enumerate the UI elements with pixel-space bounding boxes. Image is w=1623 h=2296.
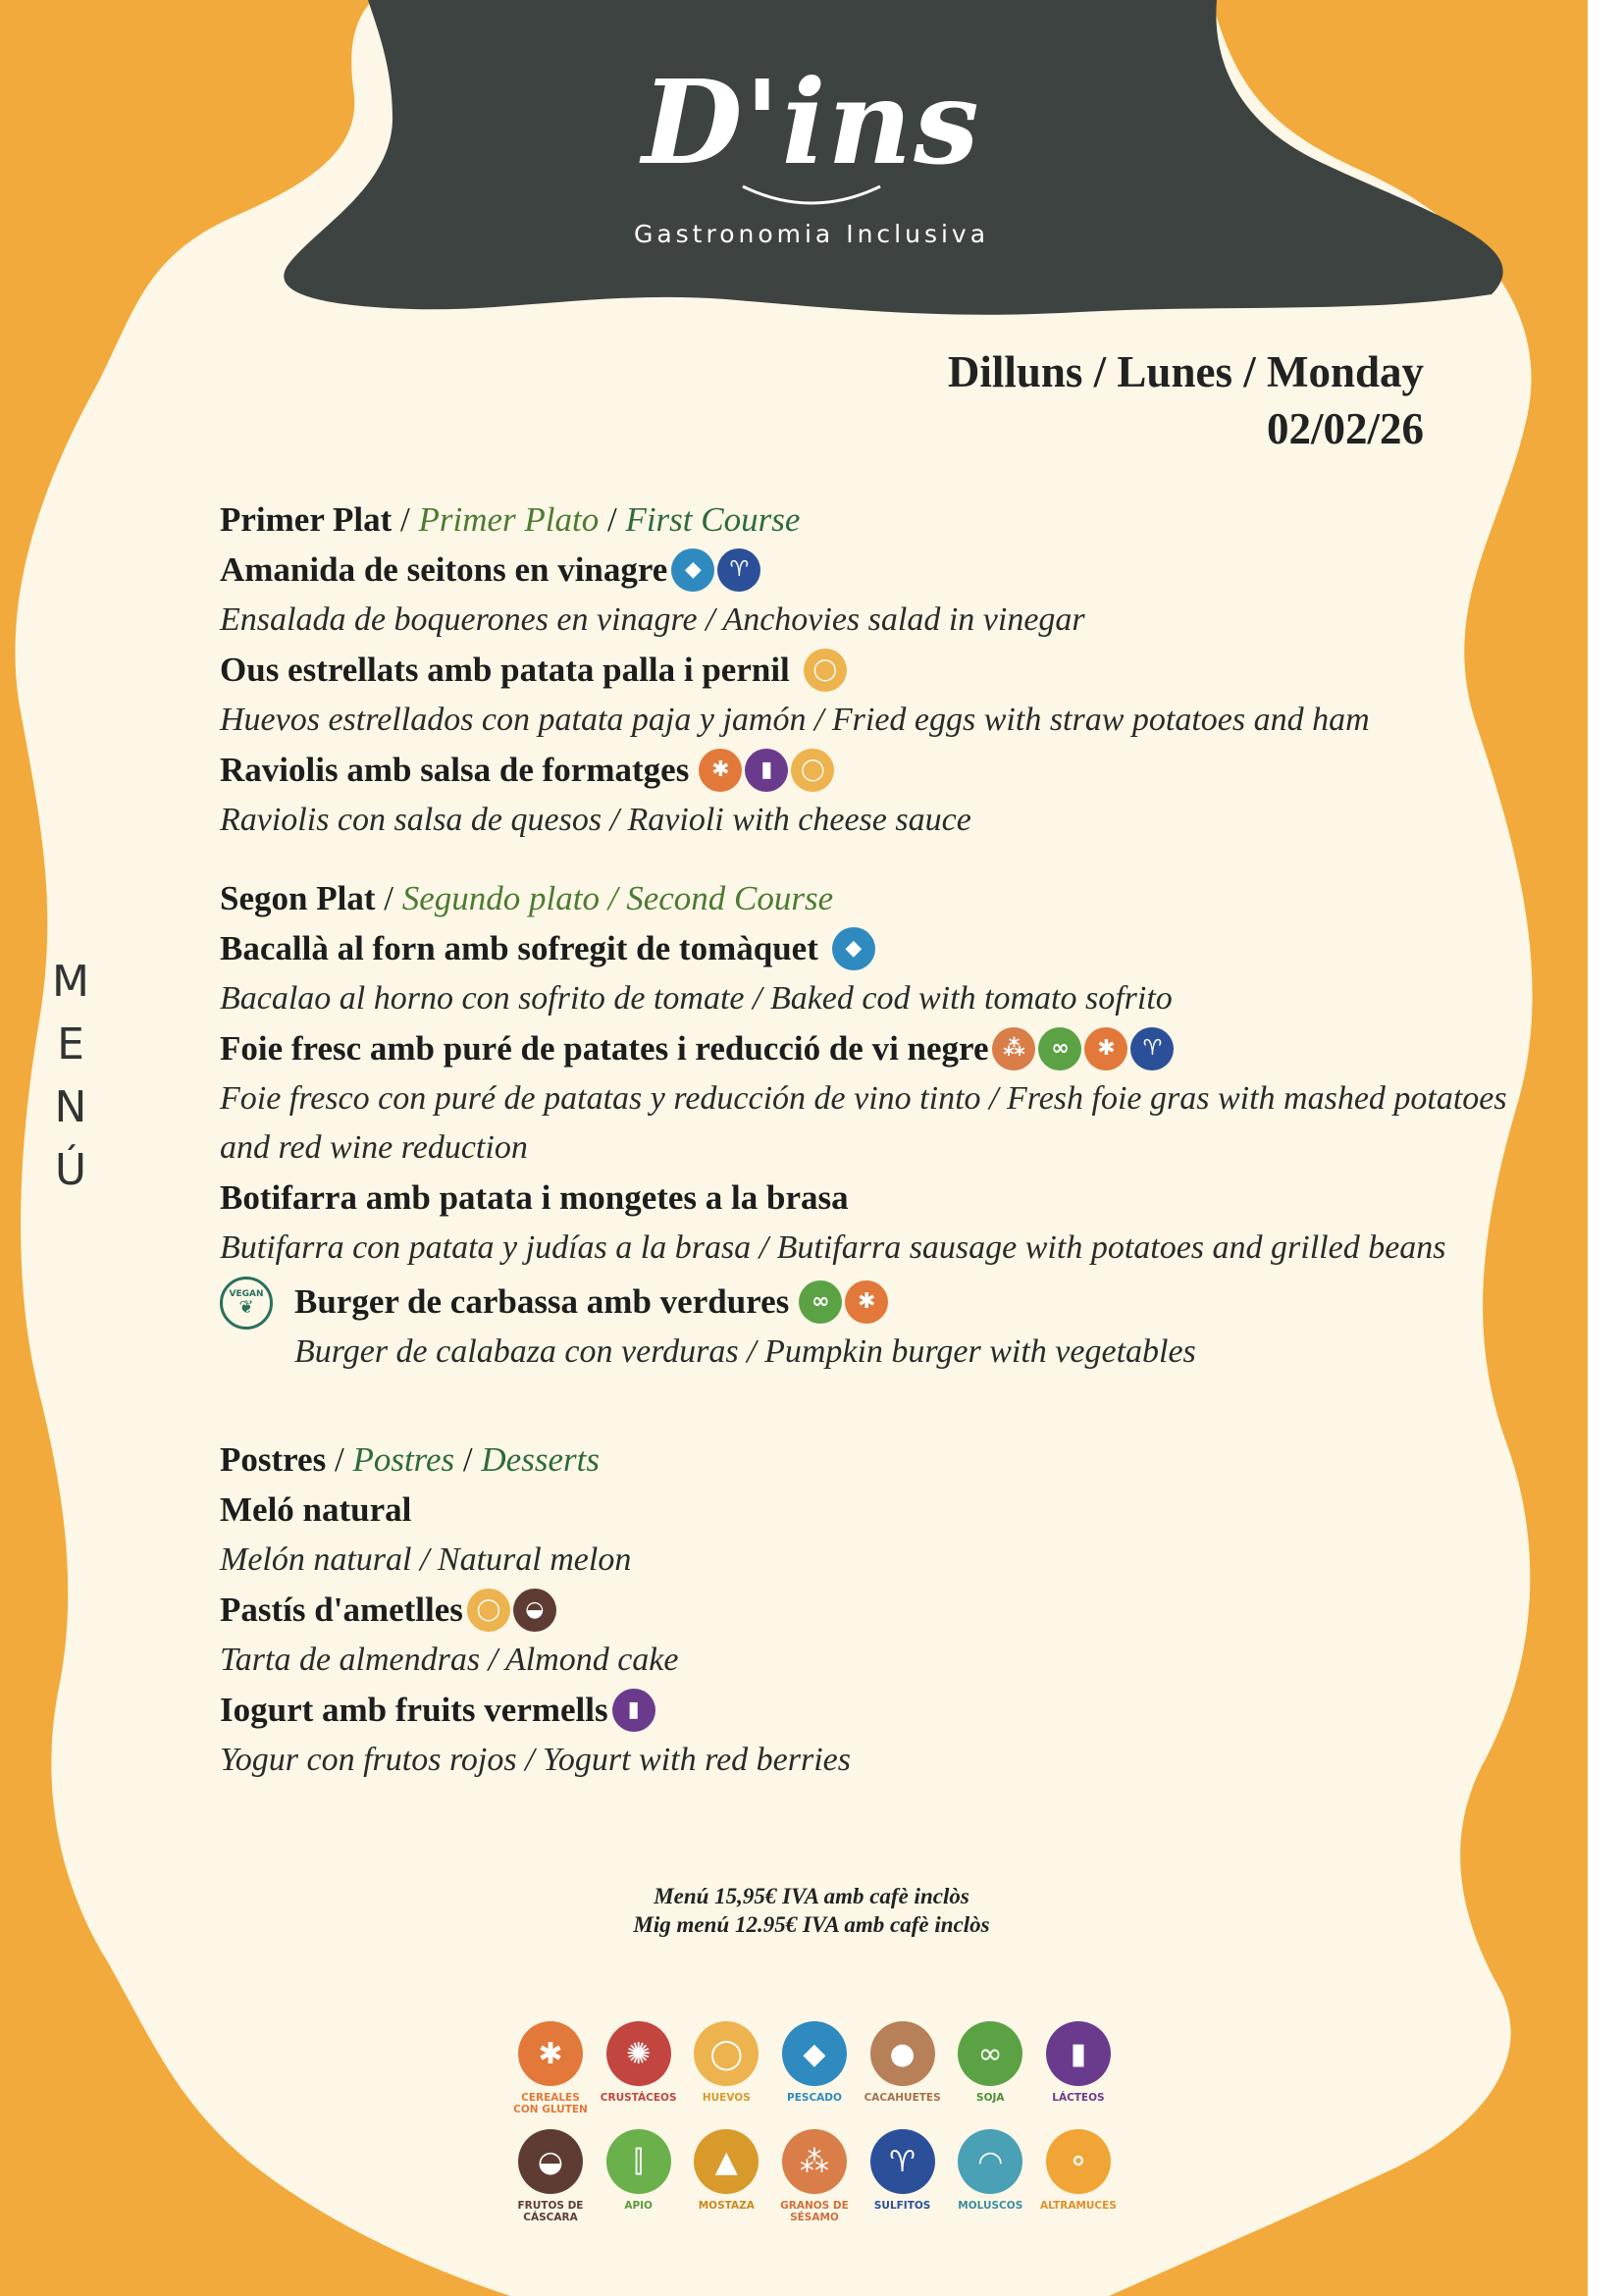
allergen-list	[699, 749, 837, 792]
mustard-icon: ▲	[694, 2129, 759, 2194]
wheat-icon: ✱	[1084, 1027, 1127, 1070]
side-letter: N	[54, 1082, 87, 1132]
legend-label: ALTRAMUCES	[1040, 2200, 1117, 2212]
allergen-list	[832, 927, 878, 970]
nut-icon: ◒	[518, 2129, 583, 2194]
side-menu-label	[49, 957, 92, 1208]
legend-item-pescado	[774, 2021, 855, 2115]
menu-date-value: 02/02/26	[1266, 404, 1424, 453]
legend-label: LÁCTEOS	[1052, 2092, 1105, 2104]
legend-label: MOSTAZA	[698, 2200, 755, 2212]
legend-label: MOLUSCOS	[958, 2200, 1023, 2212]
course-title-es: Segundo plato	[401, 879, 600, 917]
course-title-en: First Course	[625, 500, 801, 539]
course-title-es: Primer Plato	[418, 500, 600, 539]
wine-glass-icon: ♈	[1130, 1027, 1174, 1070]
legend-label: HUEVOS	[702, 2092, 751, 2104]
dish-description: Melón natural / Natural melon	[220, 1541, 632, 1578]
soy-icon: ∞	[1038, 1027, 1081, 1070]
price-half-menu: Mig menú 12.95€ IVA amb cafè inclòs	[633, 1912, 990, 1937]
allergen-legend	[510, 2021, 1119, 2223]
legend-label: CEREALES CON GLUTEN	[513, 2092, 588, 2115]
dish-description: Ensalada de boquerones en vinagre / Anchovies salad in vinegar	[220, 601, 1085, 638]
celery-icon: ⫿	[606, 2129, 671, 2194]
side-letter: M	[52, 957, 89, 1007]
nut-icon: ◒	[513, 1589, 556, 1632]
course-title: Postres	[220, 1440, 327, 1479]
dish-name	[220, 545, 1535, 596]
legend-label: CRUSTÁCEOS	[600, 2092, 677, 2104]
egg-icon: ◯	[467, 1589, 510, 1632]
dish-description: Burger de calabaza con verduras / Pumpkin burger with vegetables	[294, 1333, 1196, 1370]
legend-label: CACAHUETES	[864, 2092, 941, 2104]
menu-weekday: Dilluns / Lunes / Monday	[947, 347, 1424, 396]
course-title: Primer Plat	[220, 500, 393, 539]
egg-icon: ◯	[804, 649, 847, 692]
allergen-legend-row	[510, 2129, 1119, 2223]
dish-description: Huevos estrellados con patata paja y jamón / Fried eggs with straw potatoes and ham	[220, 702, 1370, 738]
wheat-icon: ✱	[845, 1280, 888, 1324]
dish-title: Burger de carbassa amb verdures	[294, 1282, 790, 1321]
menu-price	[0, 1882, 1623, 1939]
allergen-list	[467, 1589, 559, 1632]
legend-item-cacahuetes	[863, 2021, 943, 2115]
course-title-es: Postres	[352, 1440, 455, 1479]
legend-item-lacteos	[1038, 2021, 1119, 2115]
dish-name	[220, 923, 1535, 974]
course-heading-second: Segon Plat / Segundo plato / Second Course	[220, 879, 834, 917]
course-title-en: Desserts	[481, 1440, 600, 1479]
legend-label: APIO	[624, 2200, 653, 2212]
legend-item-sesamo	[774, 2129, 855, 2223]
legend-item-crustaceos	[599, 2021, 679, 2115]
egg-icon: ◯	[791, 749, 834, 792]
dish-name	[220, 745, 1535, 796]
dish-title: Raviolis amb salsa de formatges	[220, 751, 690, 789]
course-title-en: Second Course	[626, 879, 834, 917]
dish-description: Tarta de almendras / Almond cake	[220, 1642, 679, 1678]
allergen-list	[612, 1689, 658, 1732]
legend-item-huevos	[686, 2021, 766, 2115]
course-heading-first: Primer Plat / Primer Plato / First Course	[220, 500, 801, 539]
dish-name	[220, 1585, 1535, 1636]
dish-title: Botifarra amb patata i mongetes a la brasa	[220, 1178, 849, 1217]
menu-body	[220, 496, 1535, 1785]
dish-description: Yogur con frutos rojos / Yogurt with red berries	[220, 1742, 851, 1778]
dish-name	[220, 645, 1535, 696]
peanut-icon: ●	[870, 2021, 935, 2086]
milk-icon: ▮	[1046, 2021, 1111, 2086]
dish-name	[220, 1485, 1535, 1536]
wine-glass-icon: ♈	[870, 2129, 935, 2194]
legend-item-gluten	[510, 2021, 591, 2115]
legend-item-frutos	[510, 2129, 591, 2223]
vegan-dish	[220, 1277, 1535, 1377]
legend-item-soja	[950, 2021, 1030, 2115]
dish-description: Foie fresco con puré de patatas y reducción de vino tinto / Fresh foie gras with mashed potatoes and red wine reduction	[220, 1080, 1507, 1166]
allergen-list	[992, 1027, 1177, 1070]
side-letter: Ú	[54, 1145, 87, 1195]
legend-item-altramuces	[1038, 2129, 1119, 2223]
shell-icon: ◠	[958, 2129, 1022, 2194]
legend-item-sulfitos	[863, 2129, 943, 2223]
dish-name	[294, 1277, 1196, 1328]
allergen-list	[799, 1280, 891, 1324]
fish-icon: ◆	[671, 548, 714, 592]
dish-title: Amanida de seitons en vinagre	[220, 550, 668, 589]
course-heading-desserts: Postres / Postres / Desserts	[220, 1440, 600, 1479]
sesame-icon: ⁂	[782, 2129, 847, 2194]
dish-description: Bacalao al horno con sofrito de tomate / Baked cod with tomato sofrito	[220, 980, 1173, 1017]
allergen-list	[671, 548, 763, 592]
legend-label: FRUTOS DE CÁSCARA	[517, 2200, 584, 2223]
allergen-legend-row	[510, 2021, 1119, 2115]
dish-description: Raviolis con salsa de quesos / Ravioli with cheese sauce	[220, 802, 971, 838]
egg-icon: ◯	[694, 2021, 759, 2086]
side-letter: E	[57, 1019, 84, 1070]
brand-logo-wordmark: D'ins	[642, 54, 981, 190]
dish-description: Butifarra con patata y judías a la brasa / Butifarra sausage with potatoes and grilled beans	[220, 1229, 1446, 1266]
brand-tagline: Gastronomia Inclusiva	[633, 220, 990, 248]
dish-title: Foie fresc amb puré de patates i reducció de vi negre	[220, 1029, 989, 1068]
vegan-badge-label: VEGAN	[229, 1289, 264, 1299]
course-title: Segon Plat	[220, 879, 376, 917]
legend-label: SULFITOS	[873, 2200, 931, 2212]
fish-icon: ◆	[782, 2021, 847, 2086]
legend-label: GRANOS DE SÉSAMO	[780, 2200, 849, 2223]
dish-name	[220, 1023, 1535, 1074]
milk-icon: ▮	[745, 749, 788, 792]
dish-title: Iogurt amb fruits vermells	[220, 1691, 608, 1729]
brand-logo	[0, 54, 1623, 248]
milk-icon: ▮	[612, 1689, 655, 1732]
dish-title: Pastís d'ametlles	[220, 1591, 463, 1629]
legend-item-apio	[599, 2129, 679, 2223]
dish-title: Bacallà al forn amb sofregit de tomàquet	[220, 929, 818, 967]
vegan-badge-icon: VEGAN ❦	[220, 1277, 273, 1330]
menu-date	[948, 343, 1424, 457]
fish-icon: ◆	[832, 927, 875, 970]
legend-label: SOJA	[976, 2092, 1005, 2104]
legend-item-moluscos	[950, 2129, 1030, 2223]
legend-item-mostaza	[686, 2129, 766, 2223]
soy-icon: ∞	[958, 2021, 1022, 2086]
wheat-icon: ✱	[699, 749, 742, 792]
wheat-icon: ✱	[518, 2021, 583, 2086]
allergen-list	[804, 649, 850, 692]
dish-title: Meló natural	[220, 1490, 412, 1529]
crab-icon: ✺	[606, 2021, 671, 2086]
dish-name	[220, 1685, 1535, 1736]
legend-label: PESCADO	[787, 2092, 842, 2104]
soy-icon: ∞	[799, 1280, 842, 1324]
lupin-icon: ⚬	[1046, 2129, 1111, 2194]
wine-glass-icon: ♈	[717, 548, 760, 592]
dish-name	[220, 1173, 1535, 1224]
price-full-menu: Menú 15,95€ IVA amb cafè inclòs	[654, 1884, 969, 1908]
sesame-icon: ⁂	[992, 1027, 1035, 1070]
dish-title: Ous estrellats amb patata palla i pernil	[220, 651, 790, 689]
